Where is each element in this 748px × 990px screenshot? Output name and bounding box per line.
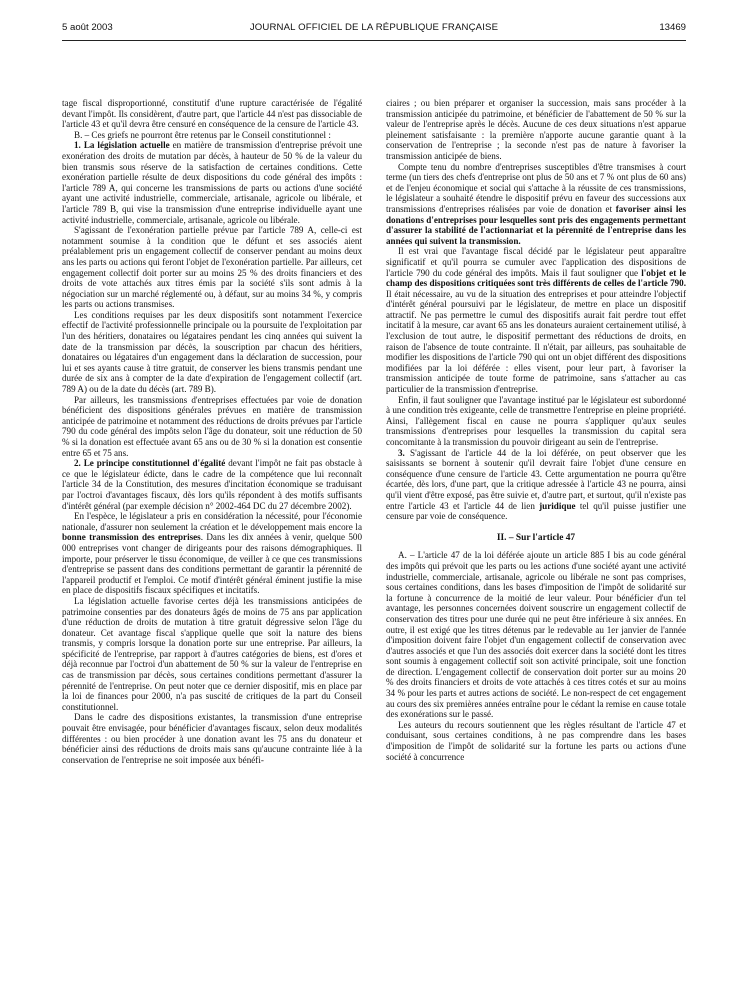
paragraph bbox=[62, 458, 362, 511]
header-rule bbox=[62, 40, 686, 41]
right-column bbox=[386, 98, 686, 762]
paragraph bbox=[62, 140, 362, 225]
paragraph bbox=[386, 720, 686, 762]
bold-text: principe constitutionnel d'égalité bbox=[96, 458, 226, 469]
text-run: tel qu'il puisse justifier une censure par voie de conséquence. bbox=[386, 500, 686, 522]
paragraph bbox=[62, 225, 362, 310]
paragraph bbox=[386, 98, 686, 162]
text-run: Les conditions requises par les deux dispositifs sont notamment l'exercice effectif de l'activité professionnelle principale ou la poursuite de l'exploitation par l'un des héritiers, donataires ou légataires pendant les cinq années qui suivent la date de la transmission par décès, la souscription par chacun des héritiers, donataires ou légataires d'un engagement dans la déclaration de succession, pour lui et ses ayants cause à titre gratuit, de conserver les biens transmis pendant une durée de six ans à compter de la date d'expiration de l'engagement collectif (art. 789 A) ou de la date du décès (art. 789 B). bbox=[62, 309, 362, 395]
bold-text: 2. Le bbox=[74, 458, 97, 469]
left-column bbox=[62, 98, 362, 765]
text-run: Il est vrai que l'avantage fiscal décidé par le législateur peut apparaître significatif et qu'il pourra se cumuler avec l'application des dispositions de l'article 790 du code général des impôts. Mais il faut souligner que bbox=[386, 246, 686, 278]
text-run: Par ailleurs, les transmissions d'entreprises effectuées par voie de donation bénéficient des dispositions générales prévues en matière de transmission anticipée de patrimoine et notamment des réductions de droits prévues par l'article 790 du code général des impôts selon l'âge du donateur, soit une réduction de 50 % si la donation est effectuée avant 65 ans ou de 30 % si la donation est consentie entre 65 et 75 ans. bbox=[62, 394, 362, 458]
text-run: Les auteurs du recours soutiennent que les règles résultant de l'article 47 et conduisant, sous certaines conditions, à ne pas comprendre dans les bases d'imposition de l'impôt de solidarité sur la fortune les parts ou actions d'une société à concurrence bbox=[386, 719, 686, 762]
text-run: ciaires ; ou bien préparer et organiser la succession, mais sans procéder à la transmission anticipée du patrimoine, et bénéficier de l'abattement de 50 % sur la valeur de l'entreprise après le décès. Aucune de ces deux situations n'est apparue pleinement satisfaisante : la première n'apporte aucune garantie quant à la conservation de l'entreprise ; la seconde n'est pas de nature à favoriser la transmission anticipée de biens. bbox=[386, 98, 686, 161]
bold-text: bonne transmission des entreprises bbox=[62, 532, 201, 543]
text-run: tage fiscal disproportionné, constitutif d'une rupture caractérisée de l'égalité devant l'impôt. Ils considèrent, d'autre part, que l'article 44 n'est pas dissociable de l'article 43 et qu'il devra être censuré en conséquence de la censure de l'article 43. bbox=[62, 98, 362, 130]
paragraph bbox=[62, 511, 362, 596]
text-run: . Dans les dix années à venir, quelque 500 000 entreprises vont changer de dirigeants pour des raisons démographiques. Il importe, pour préserver le tissu économique, de veiller à ce que ces transmissions d'entreprise se passent dans des conditions permettant de garantir la pérennité de l'appareil productif et l'emploi. Ce motif d'intérêt général éminent justifie la mise en place de dispositifs fiscaux spécifiques et incitatifs. bbox=[62, 532, 362, 596]
text-run: Il était nécessaire, au vu de la situation des entreprises et pour atteindre l'objectif d'intérêt général poursuivi par le législateur, de mettre en place un dispositif attractif. Ne pas permettre le cumul des dispositifs aurait fait perdre tout effet incitatif à la mesure, car avant 65 ans les donateurs auraient certainement utilisé, à l'exclusion de tout autre, le dispositif permettant des réductions de droits, en raison de l'absence de toute contrainte. Il n'était, par ailleurs, pas souhaitable de modifier les dispositions de l'article 790 qui ont un objet différent des dispositions modifiées par la loi déférée : elles visent, pour leur part, à favoriser la transmission anticipée de toute forme de patrimoine, sans s'attacher au cas particulier de la transmission d'entreprise. bbox=[386, 288, 686, 395]
text-run: S'agissant de l'article 44 de la loi déférée, on peut observer que les saisissants se bornent à soutenir qu'il devrait faire l'objet d'une censure en conséquence d'une censure de l'article 43. Cette argumentation ne pourra qu'être écartée, dès lors, d'une part, que la critique adressée à l'article 43 ne pourra, ainsi qu'il vient d'être exposé, pas être suivie et, d'autre part, et surtout, qu'il n'existe pas entre l'article 43 et l'article 44 de lien bbox=[386, 447, 686, 511]
text-run: B. – Ces griefs ne pourront être retenus par le Conseil constitutionnel : bbox=[74, 129, 331, 140]
paragraph bbox=[386, 550, 686, 720]
journal-title: JOURNAL OFFICIEL DE LA RÉPUBLIQUE FRANÇAISE bbox=[249, 22, 499, 33]
text-run: Dans le cadre des dispositions existantes, la transmission d'une entreprise pouvait être envisagée, pour bénéficier d'avantages fiscaux, selon deux modalités différentes : ou bien procéder à une donation avant les 75 ans du donateur et bénéficier ainsi des réductions de droits mais sans qu'aucune contrainte liée à la conservation de l'entreprise ne soit imposée aux bénéfi- bbox=[62, 712, 362, 765]
paragraph bbox=[386, 162, 686, 247]
page-header bbox=[62, 22, 686, 36]
paragraph bbox=[386, 246, 686, 394]
text-run: En l'espèce, le législateur a pris en considération la nécessité, pour l'économie nationale, d'assurer non seulement la création et le développement mais encore la bbox=[62, 511, 362, 532]
page-number: 13469 bbox=[659, 22, 686, 33]
bold-text: favoriser ainsi les donations d'entreprises pour lesquelles sont pris des engagements permettant d'assurer la stabilité de l'actionnariat et la pérennité de l'entreprise dans les années qui suivent la transmission. bbox=[386, 203, 686, 246]
paragraph bbox=[62, 130, 362, 141]
text-run: Enfin, il faut souligner que l'avantage institué par le législateur est subordonné à une condition très exigeante, celle de transmettre l'entreprise en pleine propriété. Ainsi, l'allègement fiscal en cause ne pourra s'appliquer qu'aux seules transmissions d'entreprises pour lesquelles la transmission du capital sera concomitante à la transmission du pouvoir dirigeant au sein de l'entreprise. bbox=[386, 394, 686, 447]
paragraph bbox=[62, 596, 362, 713]
section-heading: II. – Sur l'article 47 bbox=[496, 532, 576, 543]
bold-text: 1. La législation actuelle bbox=[74, 140, 170, 151]
text-run: en matière de transmission d'entreprise prévoit une exonération des droits de mutation par décès, à hauteur de 50 % de la valeur du bien transmis sous réserve de la satisfaction de certaines conditions. Cette exonération partielle résulte de deux dispositions du code général des impôts : l'article 789 A, qui concerne les transmissions de parts ou actions d'une société ayant une activité industrielle, commerciale, artisanale, agricole ou libérale, et l'article 789 B, qui vise la transmission d'une entreprise individuelle ayant une activité industrielle, commerciale, artisanale, agricole ou libérale. bbox=[62, 140, 362, 225]
paragraph bbox=[386, 448, 686, 522]
publication-date: 5 août 2003 bbox=[62, 22, 113, 33]
paragraph bbox=[62, 310, 362, 395]
paragraph bbox=[62, 98, 362, 130]
paragraph bbox=[62, 712, 362, 765]
paragraph bbox=[62, 395, 362, 459]
bold-text: juridique bbox=[539, 500, 576, 511]
text-run: A. – L'article 47 de la loi déférée ajoute un article 885 I bis au code général des impôts qui prévoit que les parts ou les actions d'une société ayant une activité industrielle, commerciale, artisanale, agricole ou libérale ne sont pas comprises, sous certaines conditions, dans les bases d'imposition de l'impôt de solidarité sur la fortune à concurrence de la moitié de leur valeur. Pour bénéficier d'un tel avantage, les personnes concernées doivent souscrire un engagement collectif de conservation des titres pour une durée qui ne peut être inférieure à six années. En outre, il est exigé que les titres détenus par le redevable au 1er janvier de l'année d'imposition doivent faire l'objet d'un engagement collectif de conservation avec d'autres associés et que l'un des associés doit exercer dans la société dont les titres sont soumis à engagement collectif soit son activité principale, soit une fonction de direction. L'engagement collectif de conservation doit porter sur au moins 20 % des droits financiers et droits de vote attachés à ces titres cotés et sur au moins 34 % pour les parts et autres actions de société. Le non-respect de cet engagement au cours des six premières années entraîne pour le cédant la remise en cause totale des exonérations sur le passé. bbox=[386, 550, 686, 720]
text-run: Compte tenu du nombre d'entreprises susceptibles d'être transmises à court terme (un tiers des chefs d'entreprise ont plus de 50 ans et 7 % ont plus de 60 ans) et de l'enjeu économique et social qui s'attache à la réussite de ces transmissions, le législateur a souhaité étendre le dispositif prévu en faveur des successions aux transmissions d'entreprises réalisées par voie de donation et bbox=[386, 161, 686, 214]
bold-text: l'objet et le champ des dispositions critiquées sont très différents de celles de l'article 790. bbox=[386, 267, 686, 289]
text-run: La législation actuelle favorise certes déjà les transmissions anticipées de patrimoine consenties par des donateurs âgés de moins de 75 ans par application d'une réduction de droits de mutation à titre gratuit dégressive selon l'âge du donateur. Cet avantage fiscal s'applique quelle que soit la nature des biens transmis, y compris lorsque la donation porte sur une entreprise. Par ailleurs, la spécificité de l'entreprise, par rapport à d'autres catégories de biens, est d'ores et déjà reconnue par l'octroi d'un abattement de 50 % sur la valeur de l'entreprise en cas de transmission par décès, sous certaines conditions permettant d'assurer la pérennité de l'entreprise. On peut noter que ce dernier dispositif, mis en place par la loi de finances pour 2000, n'a pas suscité de critiques de la part du Conseil constitutionnel. bbox=[62, 595, 362, 712]
bold-text: 3. bbox=[398, 447, 405, 458]
paragraph bbox=[386, 395, 686, 448]
text-run: S'agissant de l'exonération partielle prévue par l'article 789 A, celle-ci est notamment soumise à la condition que le défunt et ses associés aient préalablement pris un engagement collectif de conserver pendant au moins deux ans les parts ou actions qui feront l'objet de l'exonération partielle. Par ailleurs, cet engagement collectif doit porter sur au moins 25 % des droits financiers et des droits de vote attachés aux titres émis par la société s'ils sont admis à la négociation sur un marché réglementé ou, à défaut, sur au moins 34 %, y compris les parts ou actions transmises. bbox=[62, 225, 362, 310]
text-run: devant l'impôt ne fait pas obstacle à ce que le législateur édicte, dans le cadre de la compétence que lui reconnaît l'article 34 de la Constitution, des mesures d'incitation économique se traduisant par l'octroi d'avantages fiscaux, dès lors qu'ils répondent à des motifs suffisants d'intérêt général (par exemple décision n° 2002-464 DC du 27 décembre 2002). bbox=[62, 458, 362, 511]
